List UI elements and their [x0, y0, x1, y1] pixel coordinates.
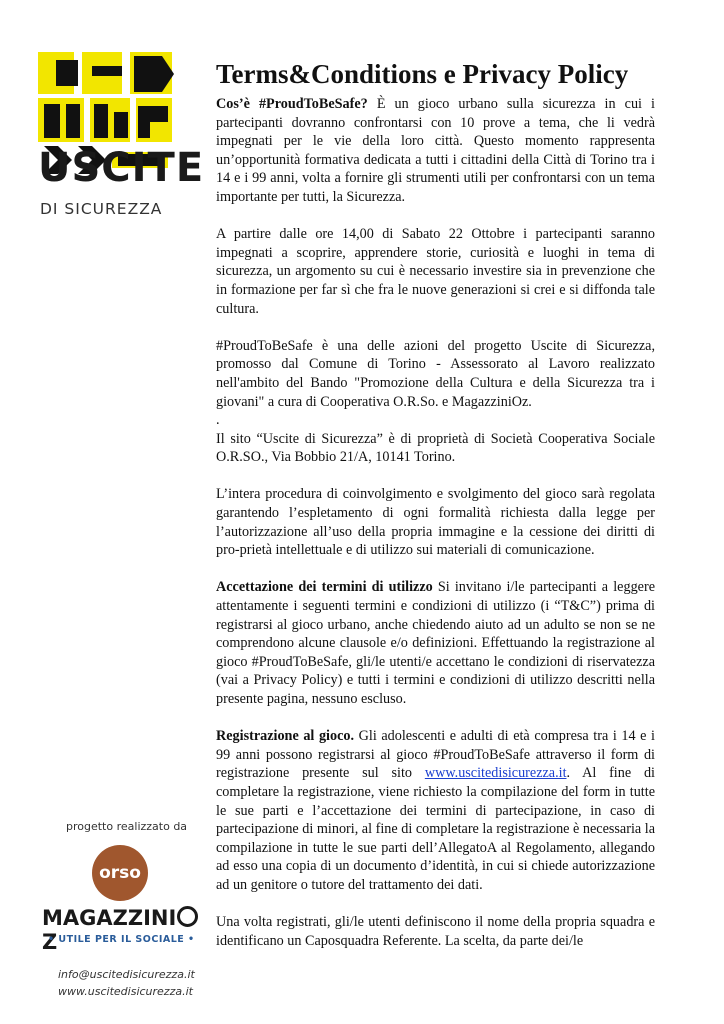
contact-website[interactable]: www.uscitedisicurezza.it [58, 985, 193, 998]
paragraph-dot: . [216, 412, 220, 429]
magazzini-tagline: • UTILE PER IL SOCIALE • [48, 934, 195, 945]
acceptance-heading: Accettazione dei termini di utilizzo [216, 579, 433, 596]
paragraph-project: #ProudToBeSafe è una delle azioni del progetto Uscite di Sicurezza, promosso dal Comune di Torino - Assessorato al Lavoro realizzato nell'ambito del Bando "Promozione della Cultura e della Sicurezza tra i giovani" a cura di Cooperativa O.R.So. e MagazziniOz. [216, 337, 655, 410]
intro-heading: Cos’è #ProudToBeSafe? [216, 96, 368, 112]
logo-wordmark: USCITE [38, 145, 205, 191]
credits-title: progetto realizzato da [66, 820, 188, 833]
magazzini-wordmark: MAGAZZINI [42, 906, 177, 930]
paragraph-procedure: L’intera procedura di coinvolgimento e svolgimento del gioco sarà regolata garantendo l’espletamento di ogni formalità richiesta dalla legge per l’autorizzazione all’uso della propria immagine e la cessione dei diritti di pro-prietà intellettuale e di utilizzo sui materiali di comunicazione. [216, 486, 655, 559]
registration-heading: Registrazione al gioco. [216, 728, 355, 745]
magazzini-oz-logo [42, 906, 200, 954]
registration-text-1: Gli adolescenti e adulti di età compresa tra i 14 e i 99 anni possono registrarsi al gioco #ProudToBeSafe attraverso il form di registrazione presente sul sito [216, 728, 655, 782]
paragraph-acceptance [216, 578, 655, 708]
logo-subtitle: DI SICUREZZA [40, 200, 163, 218]
paragraph-ownership: Il sito “Uscite di Sicurezza” è di proprietà di Società Cooperativa Sociale O.R.SO., Via Bobbio 21/A, 10141 Torino. [216, 430, 655, 466]
orso-logo-label: orso [99, 863, 141, 883]
magazzini-wordmark-tail: Z [42, 930, 58, 954]
paragraph-schedule: A partire dalle ore 14,00 di Sabato 22 Ottobre i partecipanti saranno impegnati a scoprire, apprendere storie, curiosità e luoghi in tema di sicurezza, un argomento su cui è necessario investire sia in prevenzione che in formazione per far sì che fra le nuove generazioni si crei e si diffonda tale cultura. [216, 226, 655, 317]
paragraph-registration [216, 727, 655, 894]
orso-logo [92, 845, 148, 901]
website-link[interactable]: www.uscitedisicurezza.it [424, 765, 567, 782]
oz-ring-icon [177, 906, 198, 927]
page-title: Terms&Conditions e Privacy Policy [216, 59, 629, 89]
acceptance-text: Si invitano i/le partecipanti a leggere attentamente i seguenti termini e condizioni di utilizzo (i “T&C”) prima di registrarsi al gioco urbano, anche chiedendo aiuto ad un adulto se non se ne comprendono alcune clausole e/o definizioni. Effettuando la registrazione al gioco #ProudToBeSafe, gli/le utenti/e accettano le condizioni di riservatezza (vai a Privacy Policy) e tutti i termini e condizioni di utilizzo descritti nella presente pagina, nessuno escluso. [216, 579, 655, 707]
intro-text: È un gioco urbano sulla sicurezza in cui i partecipanti dovranno confrontarsi con 10 prove a tema, che li vedrà impegnati per le vie della loro città. Questo momento rappresenta un’opportunità formativa dedicata a tutti i cittadini della Città di Torino tra i 14 e i 99 anni, volta a fornire gli strumenti utili per confrontarsi con un tema importante per tutti, la Sicurezza. [216, 96, 655, 205]
sidebar [0, 0, 205, 1024]
paragraph-teams: Una volta registrati, gli/le utenti definiscono il nome della propria squadra e identificano un Caposquadra Referente. La scelta, da parte dei/le [216, 914, 655, 949]
contact-email[interactable]: info@uscitedisicurezza.it [58, 968, 195, 981]
registration-text-2: . Al fine di completare la registrazione, viene richiesto la compilazione del form in tutte le sue parti e l’accettazione dei termini di partecipazione, in caso di partecipazione di minori, al fine di completare la registrazione è necessaria la compilazione in tutte le sue parti dell’AllegatoA al Regolamento, allegando ad esso una copia di un documento d’identità, in cui si chiede autorizzazione ad un genitore o tutore del trattamento dei dati. [216, 765, 655, 893]
paragraph-intro [216, 95, 655, 207]
document-body [216, 58, 655, 969]
